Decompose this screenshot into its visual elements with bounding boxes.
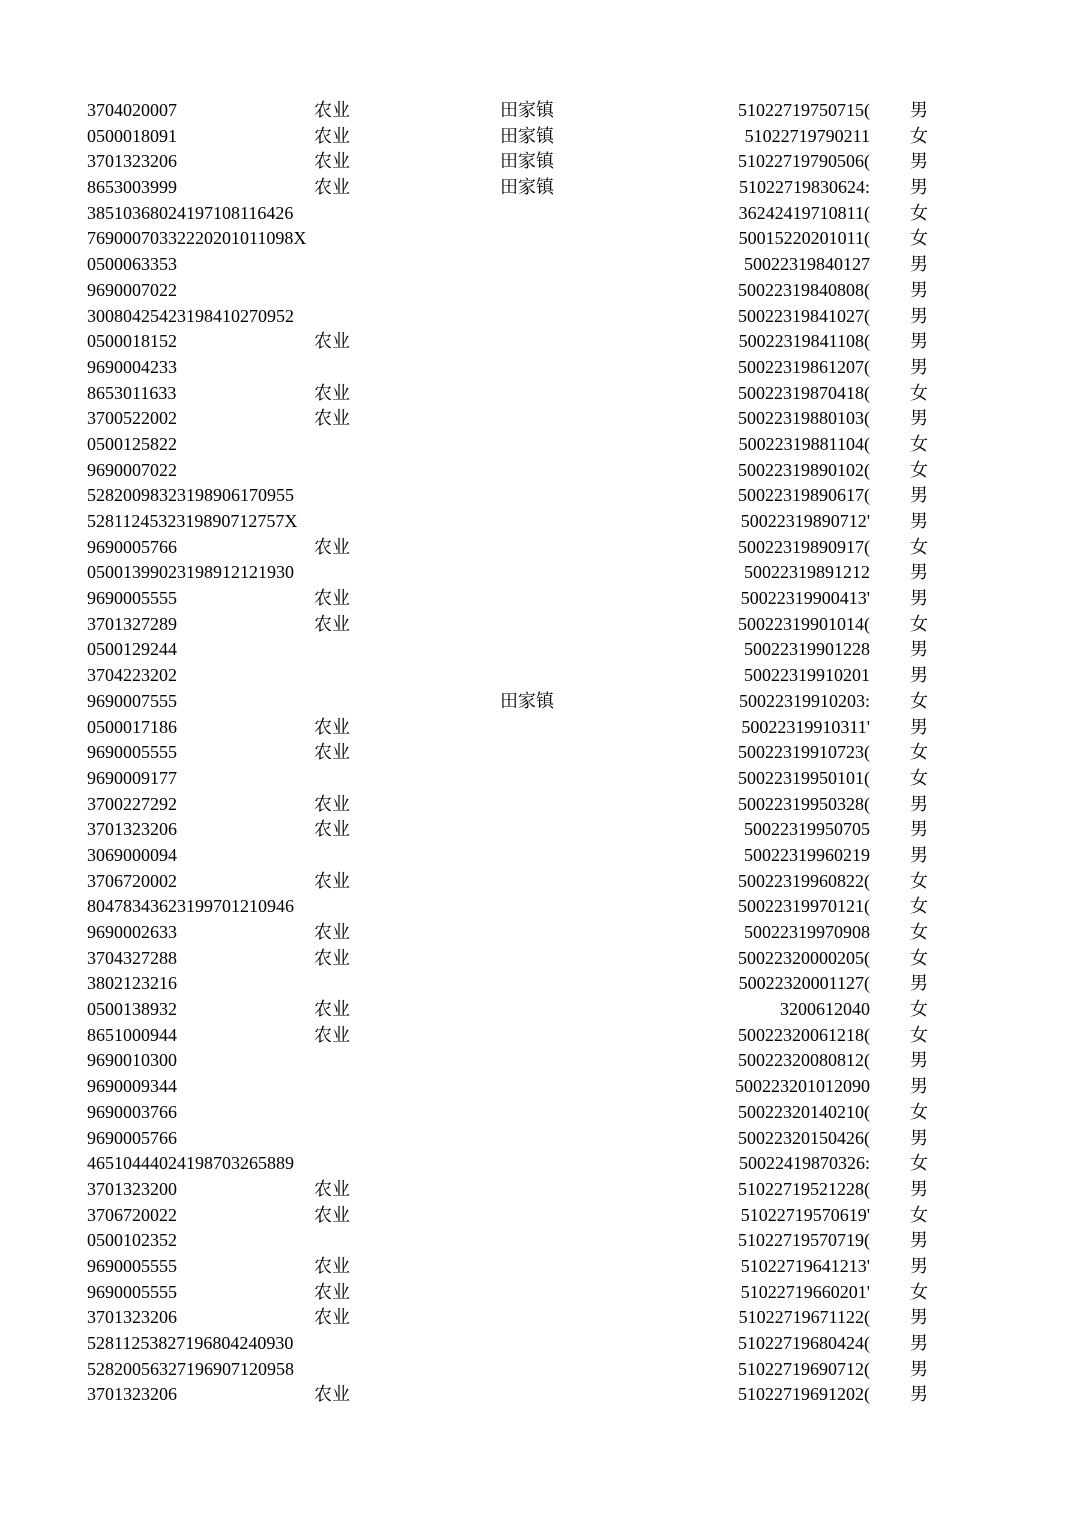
table-row [0, 1305, 1075, 1331]
gender-cell: 男 [910, 793, 928, 814]
account-number-cell: 3701323200 [87, 1178, 177, 1199]
id-number-cell: 50022319890712' [740, 511, 870, 531]
id-number-cell: 50022319840127 [744, 254, 870, 275]
account-number-cell: 8653011633 [87, 382, 177, 403]
account-number-cell: 0500138932 [87, 999, 177, 1020]
gender-cell: 男 [910, 588, 928, 609]
id-number-cell: 51022719660201' [740, 1281, 870, 1302]
occupation-cell: 农业 [314, 408, 350, 429]
gender-cell: 女 [910, 382, 928, 403]
table-row [0, 946, 1075, 972]
id-number-cell: 50022319841108( [738, 331, 870, 352]
account-number-cell: 9690007022 [87, 279, 177, 300]
id-number-cell: 50022320001127( [738, 973, 870, 994]
table-row [0, 817, 1075, 843]
table-row [0, 920, 1075, 946]
table-row [0, 560, 1075, 586]
table-row [0, 792, 1075, 818]
id-number-cell: 51022719521228( [738, 1178, 870, 1199]
table-row [0, 329, 1075, 355]
table-row [0, 740, 1075, 766]
id-number-cell: 50022319910203: [738, 690, 870, 711]
gender-cell: 男 [910, 1230, 928, 1251]
gender-cell: 女 [910, 896, 928, 917]
account-number-cell: 3706720022 [87, 1204, 177, 1225]
id-number-cell: 50022320080812( [738, 1050, 870, 1071]
account-number-cell: 0500102352 [87, 1230, 177, 1251]
account-number-cell: 9690005555 [87, 1255, 177, 1276]
gender-cell: 男 [910, 1384, 928, 1405]
id-number-cell: 50022319901014( [738, 613, 870, 634]
gender-cell: 女 [910, 613, 928, 634]
occupation-cell: 农业 [314, 999, 350, 1020]
id-number-cell: 51022719570719( [738, 1230, 870, 1251]
gender-cell: 男 [910, 562, 928, 583]
table-row [0, 1023, 1075, 1049]
account-number-cell: 3701323206 [87, 151, 177, 172]
occupation-cell: 农业 [314, 613, 350, 634]
table-row [0, 689, 1075, 715]
id-number-cell: 50022319970121( [738, 896, 870, 917]
gender-cell: 男 [910, 485, 928, 506]
gender-cell: 男 [910, 665, 928, 686]
account-number-cell: 9690005555 [87, 588, 177, 609]
gender-cell: 女 [910, 433, 928, 454]
id-number-cell: 51022719671122( [738, 1307, 870, 1328]
account-number-cell: 3701323206 [87, 1307, 177, 1328]
spreadsheet-page [0, 98, 1075, 1408]
table-row [0, 715, 1075, 741]
occupation-cell: 农业 [314, 1307, 350, 1328]
table-row [0, 381, 1075, 407]
table-row [0, 766, 1075, 792]
occupation-cell: 农业 [314, 1384, 350, 1405]
account-id-merged-cell: 46510444024198703265889 [87, 1153, 294, 1174]
gender-cell: 男 [910, 1255, 928, 1276]
gender-cell: 男 [910, 254, 928, 275]
account-id-merged-cell: 52820056327196907120958 [87, 1358, 294, 1379]
table-row [0, 201, 1075, 227]
id-number-cell: 51022719690712( [738, 1358, 870, 1379]
account-number-cell: 9690007555 [87, 690, 177, 711]
account-number-cell: 9690002633 [87, 922, 177, 942]
account-number-cell: 8653003999 [87, 177, 177, 198]
account-id-merged-cell: 52811253827196804240930 [87, 1333, 294, 1353]
id-number-cell: 50022319960822( [738, 870, 870, 891]
table-row [0, 894, 1075, 920]
gender-cell: 女 [910, 1281, 928, 1302]
table-row [0, 1357, 1075, 1383]
table-row [0, 1203, 1075, 1229]
account-number-cell: 9690007022 [87, 459, 177, 480]
id-number-cell: 50022319840808( [738, 279, 870, 300]
id-number-cell: 50022319890917( [738, 536, 870, 557]
account-id-merged-cell: 38510368024197108116426 [87, 202, 294, 223]
account-number-cell: 9690010300 [87, 1050, 177, 1071]
account-number-cell: 9690005555 [87, 742, 177, 763]
occupation-cell: 农业 [314, 793, 350, 814]
account-number-cell: 8651000944 [87, 1024, 177, 1045]
gender-cell: 男 [910, 973, 928, 994]
table-row [0, 1100, 1075, 1126]
id-number-cell: 500223201012090 [735, 1076, 870, 1097]
gender-cell: 男 [910, 1178, 928, 1199]
gender-cell: 男 [910, 639, 928, 660]
table-row [0, 997, 1075, 1023]
gender-cell: 女 [910, 228, 928, 249]
occupation-cell: 农业 [314, 870, 350, 891]
account-number-cell: 3701323206 [87, 819, 177, 840]
account-number-cell: 3706720002 [87, 870, 177, 891]
gender-cell: 男 [910, 844, 928, 865]
id-number-cell: 50022320061218( [738, 1024, 870, 1045]
occupation-cell: 农业 [314, 331, 350, 352]
table-row [0, 1048, 1075, 1074]
occupation-cell: 农业 [314, 922, 350, 942]
account-number-cell: 0500018152 [87, 331, 177, 352]
account-number-cell: 9690003766 [87, 1101, 177, 1122]
gender-cell: 男 [910, 1307, 928, 1328]
gender-cell: 女 [910, 1024, 928, 1045]
occupation-cell: 农业 [314, 1178, 350, 1199]
gender-cell: 男 [910, 1127, 928, 1148]
id-number-cell: 50022319910311' [741, 716, 870, 737]
id-number-cell: 50022319950328( [738, 793, 870, 814]
town-cell: 田家镇 [500, 690, 554, 711]
account-number-cell: 0500129244 [87, 639, 177, 660]
gender-cell: 男 [910, 279, 928, 300]
id-number-cell: 50022320140210( [738, 1101, 870, 1122]
town-cell: 田家镇 [500, 151, 554, 172]
occupation-cell: 农业 [314, 536, 350, 557]
id-number-cell: 50022319891212 [744, 562, 870, 583]
table-row [0, 612, 1075, 638]
gender-cell: 男 [910, 1076, 928, 1097]
id-number-cell: 51022719830624: [738, 177, 870, 198]
gender-cell: 男 [910, 819, 928, 840]
gender-cell: 女 [910, 202, 928, 223]
table-row [0, 663, 1075, 689]
gender-cell: 男 [910, 1333, 928, 1353]
gender-cell: 女 [910, 125, 928, 146]
id-number-cell: 50022319880103( [738, 408, 870, 429]
id-number-cell: 50022320150426( [738, 1127, 870, 1148]
id-number-cell: 51022719750715( [738, 100, 870, 120]
gender-cell: 女 [910, 767, 928, 788]
id-number-cell: 51022719680424( [738, 1333, 870, 1353]
account-number-cell: 3069000094 [87, 844, 177, 865]
table-row [0, 1177, 1075, 1203]
gender-cell: 男 [910, 100, 928, 120]
account-number-cell: 3700227292 [87, 793, 177, 814]
gender-cell: 女 [910, 922, 928, 942]
table-row [0, 586, 1075, 612]
account-number-cell: 9690009344 [87, 1076, 177, 1097]
occupation-cell: 农业 [314, 716, 350, 737]
account-number-cell: 9690009177 [87, 767, 177, 788]
gender-cell: 男 [910, 408, 928, 429]
town-cell: 田家镇 [500, 100, 554, 120]
table-row [0, 1228, 1075, 1254]
id-number-cell: 50015220201011( [738, 228, 870, 249]
id-number-cell: 50022319910723( [738, 742, 870, 763]
account-number-cell: 9690005555 [87, 1281, 177, 1302]
gender-cell: 女 [910, 1204, 928, 1225]
table-row [0, 226, 1075, 252]
account-number-cell: 3700522002 [87, 408, 177, 429]
table-row [0, 1254, 1075, 1280]
gender-cell: 男 [910, 716, 928, 737]
table-row [0, 252, 1075, 278]
gender-cell: 女 [910, 459, 928, 480]
occupation-cell: 农业 [314, 1024, 350, 1045]
gender-cell: 男 [910, 151, 928, 172]
id-number-cell: 50022319950705 [744, 819, 870, 840]
table-row [0, 304, 1075, 330]
table-row [0, 1331, 1075, 1357]
table-row [0, 1151, 1075, 1177]
table-row [0, 1126, 1075, 1152]
gender-cell: 女 [910, 1101, 928, 1122]
table-row [0, 406, 1075, 432]
table-row [0, 483, 1075, 509]
id-number-cell: 50022319841027( [738, 305, 870, 326]
table-row [0, 432, 1075, 458]
account-id-merged-cell: 76900070332220201011098X [87, 228, 307, 249]
account-number-cell: 9690005766 [87, 1127, 177, 1148]
id-number-cell: 50022319890617( [738, 485, 870, 506]
id-number-cell: 50022319960219 [744, 844, 870, 865]
id-number-cell: 50022419870326: [738, 1153, 870, 1174]
id-number-cell: 51022719691202( [738, 1384, 870, 1405]
gender-cell: 男 [910, 305, 928, 326]
occupation-cell: 农业 [314, 1204, 350, 1225]
table-row [0, 278, 1075, 304]
account-number-cell: 0500018091 [87, 125, 177, 146]
table-row [0, 637, 1075, 663]
account-number-cell: 3704327288 [87, 947, 177, 968]
account-id-merged-cell: 52820098323198906170955 [87, 485, 294, 506]
id-number-cell: 51022719570619' [740, 1204, 870, 1225]
gender-cell: 男 [910, 331, 928, 352]
id-number-cell: 50022319870418( [738, 382, 870, 403]
id-number-cell: 50022319900413' [740, 588, 870, 609]
town-cell: 田家镇 [500, 125, 554, 146]
table-row [0, 149, 1075, 175]
gender-cell: 女 [910, 999, 928, 1020]
id-number-cell: 50022320000205( [738, 947, 870, 968]
table-row [0, 98, 1075, 124]
id-number-cell: 51022719790506( [738, 151, 870, 172]
id-number-cell: 50022319910201 [744, 665, 870, 686]
id-number-cell: 50022319901228 [744, 639, 870, 660]
table-row [0, 1382, 1075, 1408]
occupation-cell: 农业 [314, 382, 350, 403]
table-row [0, 1074, 1075, 1100]
occupation-cell: 农业 [314, 151, 350, 172]
occupation-cell: 农业 [314, 177, 350, 198]
account-number-cell: 3704020007 [87, 100, 177, 120]
account-number-cell: 3704223202 [87, 665, 177, 686]
gender-cell: 女 [910, 742, 928, 763]
id-number-cell: 50022319970908 [744, 922, 870, 942]
table-row [0, 843, 1075, 869]
id-number-cell: 51022719641213' [740, 1255, 870, 1276]
gender-cell: 男 [910, 1050, 928, 1071]
gender-cell: 女 [910, 870, 928, 891]
table-row [0, 458, 1075, 484]
id-number-cell: 50022319950101( [738, 767, 870, 788]
occupation-cell: 农业 [314, 742, 350, 763]
id-number-cell: 36242419710811( [738, 202, 870, 223]
table-row [0, 869, 1075, 895]
account-id-merged-cell: 30080425423198410270952 [87, 305, 294, 326]
account-number-cell: 3701327289 [87, 613, 177, 634]
gender-cell: 男 [910, 177, 928, 198]
occupation-cell: 农业 [314, 588, 350, 609]
id-number-cell: 50022319861207( [738, 356, 870, 377]
gender-cell: 男 [910, 511, 928, 531]
account-number-cell: 0500017186 [87, 716, 177, 737]
id-number-cell: 3200612040 [780, 999, 870, 1020]
table-row [0, 124, 1075, 150]
gender-cell: 女 [910, 536, 928, 557]
table-row [0, 1280, 1075, 1306]
account-id-merged-cell: 05001399023198912121930 [87, 562, 294, 583]
account-number-cell: 3701323206 [87, 1384, 177, 1405]
id-number-cell: 51022719790211 [744, 125, 870, 146]
table-row [0, 175, 1075, 201]
id-number-cell: 50022319890102( [738, 459, 870, 480]
account-id-merged-cell: 80478343623199701210946 [87, 896, 294, 917]
town-cell: 田家镇 [500, 177, 554, 198]
gender-cell: 女 [910, 947, 928, 968]
occupation-cell: 农业 [314, 100, 350, 120]
table-row [0, 509, 1075, 535]
occupation-cell: 农业 [314, 125, 350, 146]
table-row [0, 971, 1075, 997]
gender-cell: 男 [910, 1358, 928, 1379]
table-row [0, 355, 1075, 381]
gender-cell: 女 [910, 690, 928, 711]
account-number-cell: 9690004233 [87, 356, 177, 377]
occupation-cell: 农业 [314, 819, 350, 840]
account-number-cell: 0500125822 [87, 433, 177, 454]
account-id-merged-cell: 5281124532319890712757X [87, 511, 298, 531]
account-number-cell: 0500063353 [87, 254, 177, 275]
account-number-cell: 9690005766 [87, 536, 177, 557]
occupation-cell: 农业 [314, 1281, 350, 1302]
gender-cell: 女 [910, 1153, 928, 1174]
occupation-cell: 农业 [314, 947, 350, 968]
gender-cell: 男 [910, 356, 928, 377]
account-number-cell: 3802123216 [87, 973, 177, 994]
id-number-cell: 50022319881104( [738, 433, 870, 454]
table-row [0, 535, 1075, 561]
occupation-cell: 农业 [314, 1255, 350, 1276]
